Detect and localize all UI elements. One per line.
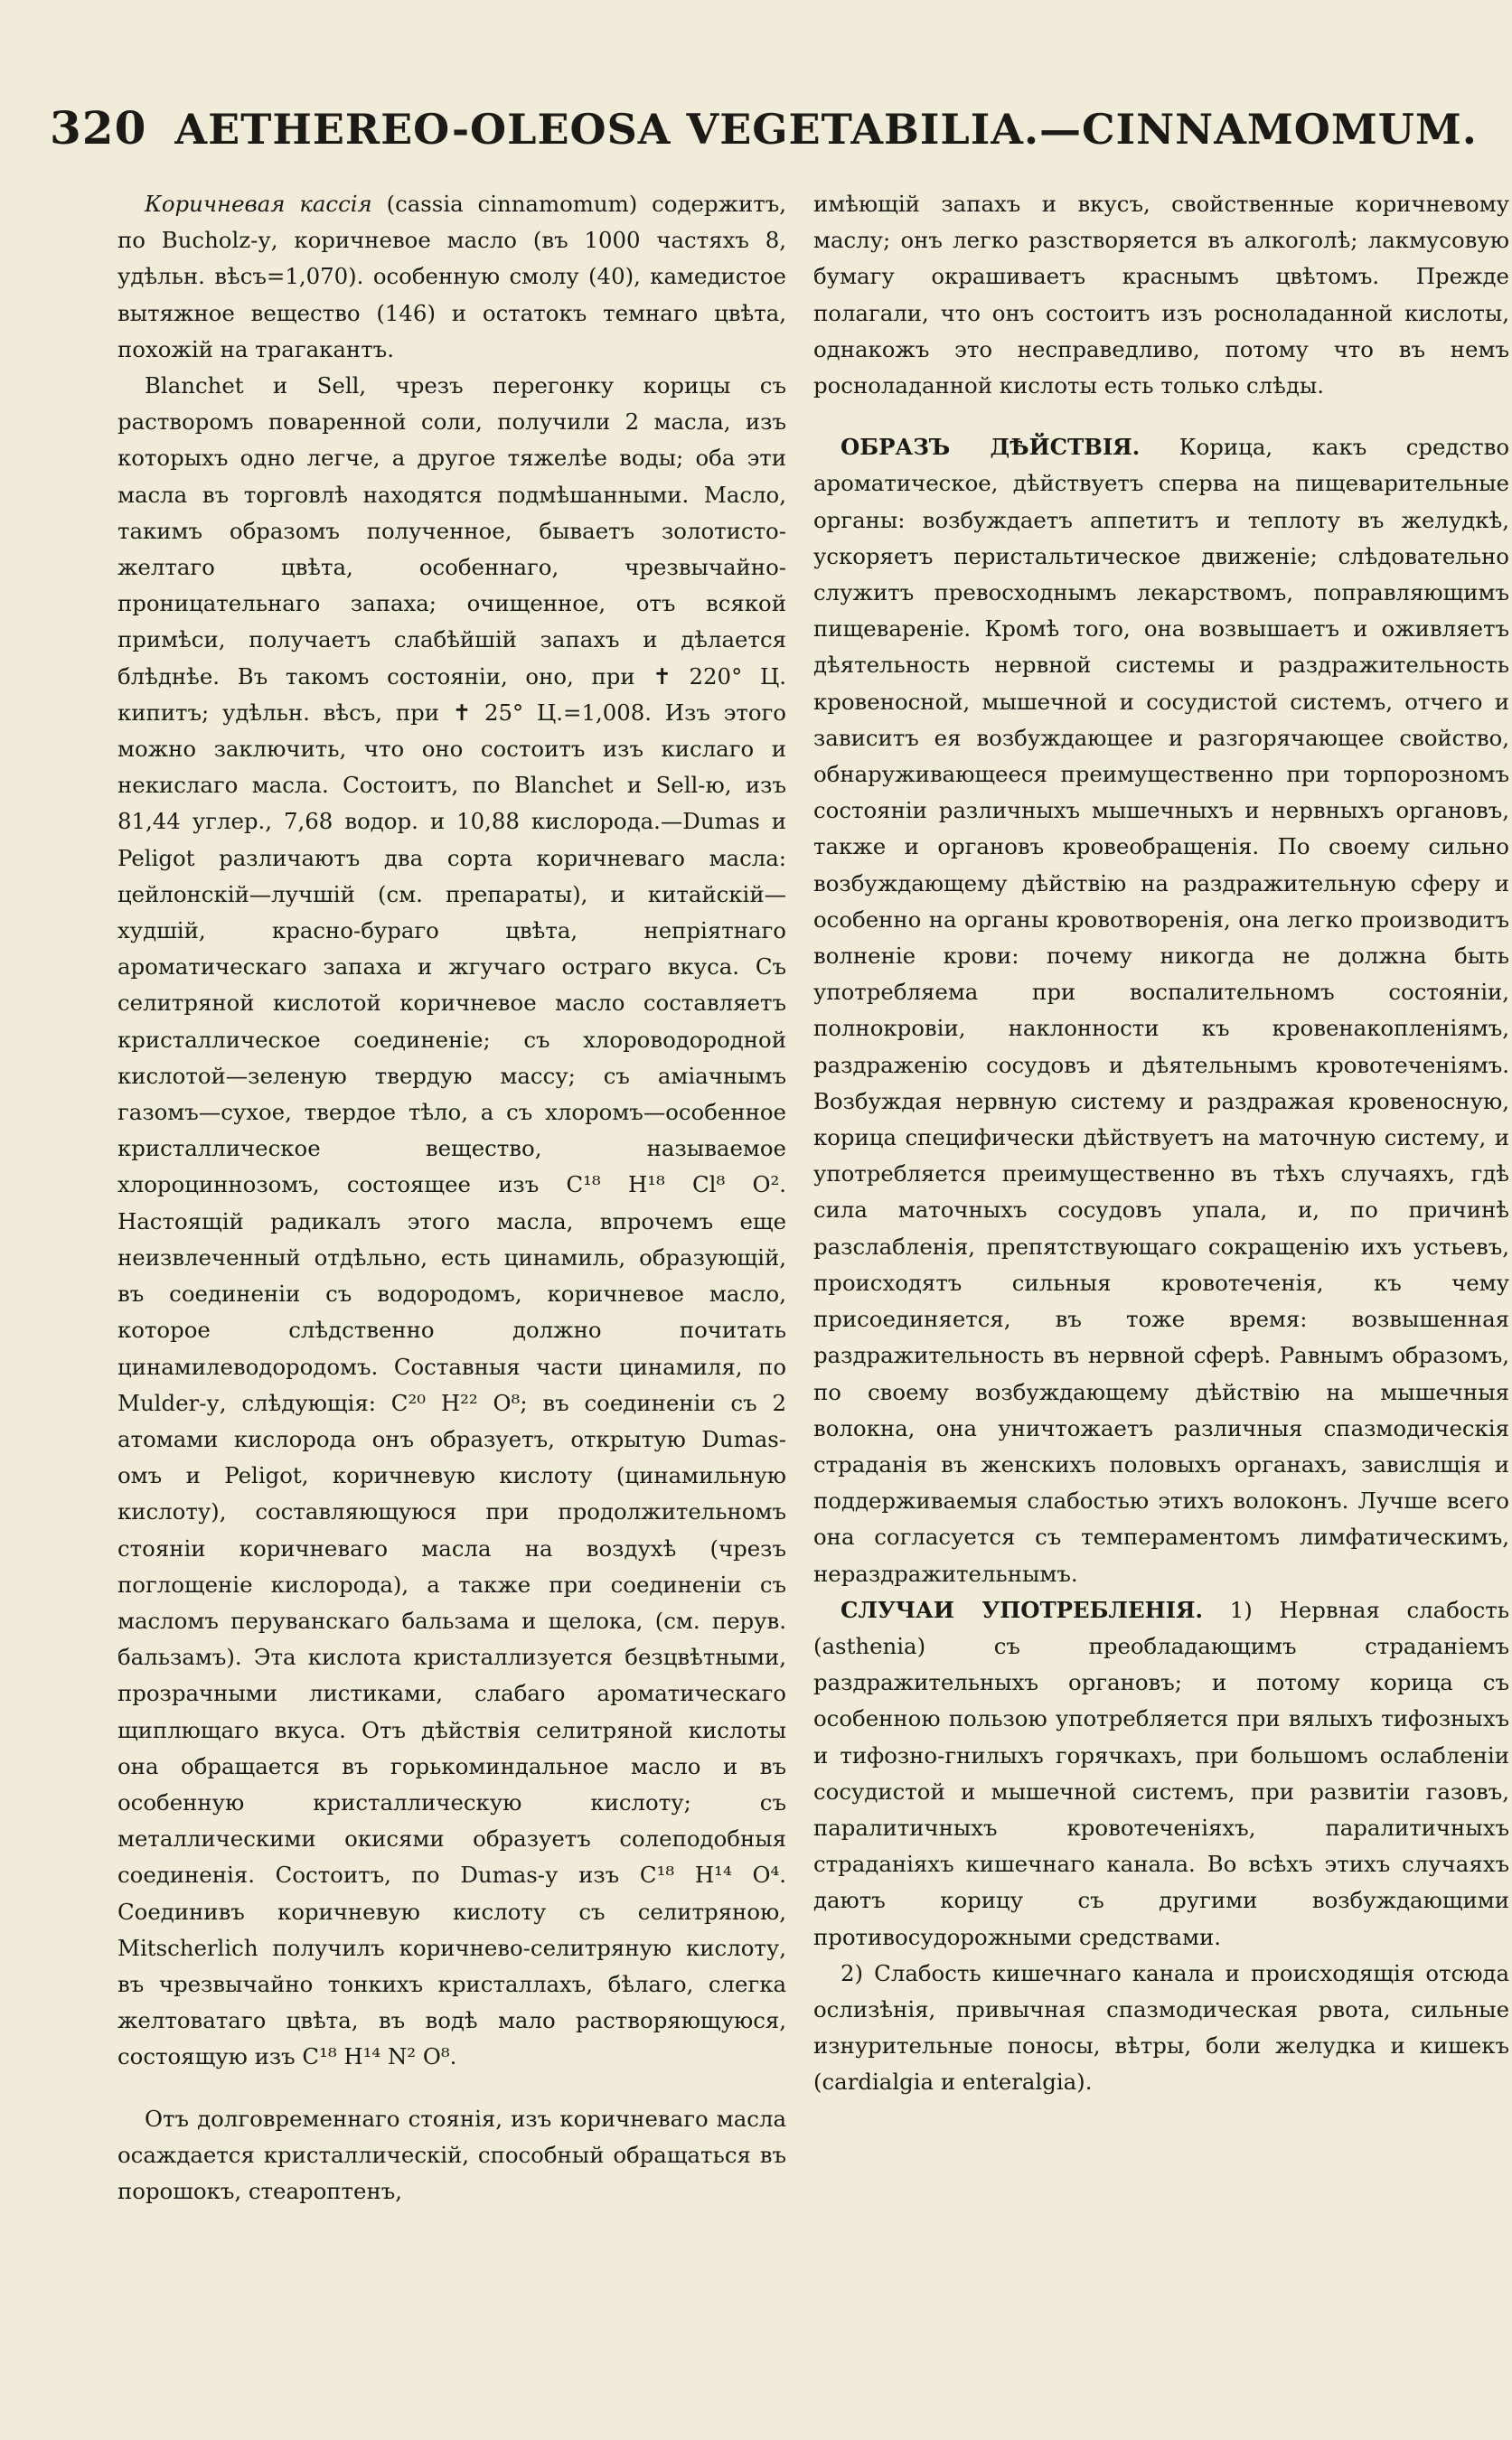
section-heading: СЛУЧАИ УПОТРЕБЛЕНІЯ. [841,1596,1204,1623]
paragraph [813,1592,1509,1956]
running-title: AETHEREO-OLEOSA VEGETABILIA.—CINNAMOMUM. [174,105,1478,154]
left-column [117,186,786,2210]
paragraph-text: 1) Нервная слабость (asthenia) съ преобладающимъ страданіемъ раздражительныхъ органовъ; и потому корица съ особенною пользою употребляется при вялыхъ тифозныхъ и тифозно-гнилыхъ горячкахъ, при большомъ ослабленіи сосудистой и мышечной системъ, при развитіи газовъ, паралитичныхъ кровотеченіяхъ, паралитичныхъ страданіяхъ кишечнаго канала. Во всѣхъ этихъ случаяхъ даютъ корицу съ другими возбуждающими противосудорожными средствами. [813,1596,1510,1950]
paragraph: имѣющій запахъ и вкусъ, свойственные коричневому маслу; онъ легко разстворяется въ алкоголѣ; лакмусовую бумагу окрашиваетъ краснымъ цвѣтомъ. Прежде полагали, что онъ состоитъ изъ росноладанной кислоты, однакожъ это несправедливо, потому что въ немъ росноладанной кислоты есть только слѣды. [813,191,1509,399]
right-column [813,186,1509,2101]
paragraph: 2) Слабость кишечнаго канала и происходящія отсюда ослизѣнія, привычная спазмодическая рвота, сильные изнурительные поносы, вѣтры, боли желудка и кишекъ (cardialgia и enteralgia). [813,1959,1509,2096]
paragraph [117,186,786,368]
paragraph-text: Корица, какъ средство ароматическое, дѣйствуетъ сперва на пищеварительные органы: возбуждаетъ аппетитъ и теплоту въ желудкѣ, ускоряетъ перистальтическое движеніе; слѣдовательно служитъ превосходнымъ лекарствомъ, поправляющимъ пищевареніе. Кромѣ того, она возвышаетъ и оживляетъ дѣятельность нервной системы и раздражительность кровеносной, мышечной и сосудистой системъ, отчего и зависитъ ея возбуждающее и разгорячающее свойство, обнаруживающееся преимущественно при торпорозномъ состояніи различныхъ мышечныхъ и нервныхъ органовъ, также и органовъ кровеобращенія. По своему сильно возбуждающему дѣйствію на раздражительную сферу и особенно на органы кровотворенія, она легко производитъ волненіе крови: почему никогда не должна быть употребляема при воспалительномъ состояніи, полнокровіи, наклонности къ кровенакопленіямъ, раздраженію сосудовъ и дѣятельнымъ кровотеченіямъ. Возбуждая нервную систему и раздражая кровеносную, корица специфически дѣйствуетъ на маточную систему, и употребляется преимущественно въ тѣхъ случаяхъ, гдѣ сила маточныхъ сосудовъ упала, и, по причинѣ разслабленія, препятствующаго сокращенію ихъ устьевъ, происходятъ сильныя кровотеченія, къ чему присоединяется, въ тоже время: возвышенная раздражительность въ нервной сферѣ. Равнымъ образомъ, по своему возбуждающему дѣйствію на мышечныя волокна, она уничтожаетъ различныя спазмодическія страданія въ женскихъ половыхъ органахъ, завислщія и поддерживаемыя слабостью этихъ волоконъ. Лучше всего она согласуется съ темпераментомъ лимфатическимъ, нераздражительнымъ. [813,434,1510,1587]
paragraph [813,429,1509,1592]
emphasis-term: Коричневая кассія [145,191,372,217]
page-header [50,101,1478,155]
section-heading: ОБРАЗЪ ДѢЙСТВІЯ. [841,434,1141,461]
paragraph-text: (cassia cinnamomum) содержитъ, по Bucholz-у, коричневое масло (въ 1000 частяхъ 8, удѣльн. вѣсъ=1,070). особенную смолу (40), камедистое вытяжное вещество (146) и остатокъ темнаго цвѣта, похожій на трагакантъ. [117,191,787,362]
page-number: 320 [50,101,147,155]
paragraph: Blanchet и Sell, чрезъ перегонку корицы съ растворомъ поваренной соли, получили 2 масла, изъ которыхъ одно легче, а другое тяжелѣе воды; оба эти масла въ торговлѣ находятся подмѣшанными. Масло, такимъ образомъ полученное, бываетъ золотисто-желтаго цвѣта, особеннаго, чрезвычайно-проницательнаго запаха; очищенное, отъ всякой примѣси, получаетъ слабѣйшій запахъ и дѣлается блѣднѣе. Въ такомъ состояніи, оно, при ✝ 220° Ц. кипитъ; удѣльн. вѣсъ, при ✝ 25° Ц.=1,008. Изъ этого можно заключить, что оно состоитъ изъ кислаго и некислаго масла. Состоитъ, по Blanchet и Sell-ю, изъ 81,44 углер., 7,68 водор. и 10,88 кислорода.—Dumas и Peligot различаютъ два сорта коричневаго масла: цейлонскій—лучшій (см. препараты), и китайскій—худшій, красно-бураго цвѣта, непріятнаго ароматическаго запаха и жгучаго остраго вкуса. Съ селитряной кислотой коричневое масло составляетъ кристаллическое соединеніе; съ хлороводородной кислотой—зеленую твердую массу; съ аміачнымъ газомъ—сухое, твердое тѣло, а съ хлоромъ—особенное кристаллическое вещество, называемое хлороциннозомъ, состоящее изъ C¹⁸ H¹⁸ Cl⁸ O². Настоящій радикалъ этого масла, впрочемъ еще неизвлеченный отдѣльно, есть цинамиль, образующій, въ соединеніи съ водородомъ, коричневое масло, которое слѣдственно должно почитать цинамилеводородомъ. Составныя части цинамиля, по Mulder-у, слѣдующія: C²⁰ H²² O⁸; въ соединеніи съ 2 атомами кислорода онъ образуетъ, открытую Dumas-омъ и Peligot, коричневую кислоту (цинамильную кислоту), составляющуюся при продолжительномъ стояніи коричневаго масла на воздухѣ (чрезъ поглощеніе кислорода), а также при соединеніи съ масломъ перуванскаго бальзама и щелока, (см. перув. бальзамъ). Эта кислота кристаллизуется безцвѣтными, прозрачными листиками, слабаго ароматическаго щиплющаго вкуса. Отъ дѣйствія селитряной кислоты она обращается въ горькоминдальное масло и въ особенную кристаллическую кислоту; съ металлическими окисями образуетъ солеподобныя соединенія. Состоитъ, по Dumas-у изъ C¹⁸ H¹⁴ O⁴. Соединивъ коричневую кислоту съ селитряною, Mitscherlich получилъ коричнево-селитряную кислоту, въ чрезвычайно тонкихъ кристаллахъ, бѣлаго, слегка желтоватаго цвѣта, въ водѣ мало растворяющуюся, состоящую изъ C¹⁸ H¹⁴ N² O⁸. [117,372,786,2070]
paragraph: Отъ долговременнаго стоянія, изъ коричневаго масла осаждается кристаллическій, способный обращаться въ порошокъ, стеароптенъ, [117,2105,786,2204]
